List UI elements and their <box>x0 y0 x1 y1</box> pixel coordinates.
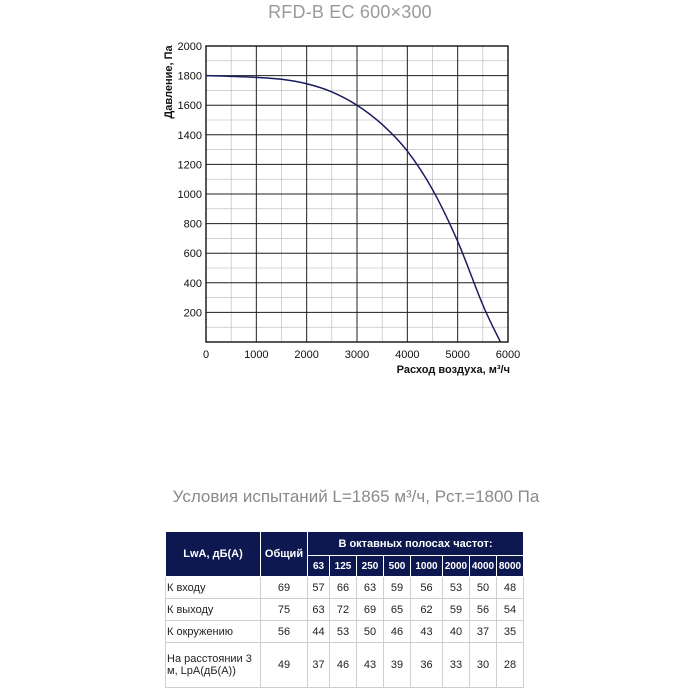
table-cell: 33 <box>443 643 470 688</box>
chart-grid <box>206 46 508 342</box>
table-cell: 28 <box>497 643 524 688</box>
y-tick-label: 200 <box>183 307 202 320</box>
table-cell: 59 <box>443 599 470 621</box>
table-cell: 54 <box>497 599 524 621</box>
header-lwa: LwA, дБ(А) <box>166 532 261 577</box>
chart-title: RFD-B EC 600×300 <box>268 2 432 22</box>
table-cell: 56 <box>411 577 443 599</box>
y-tick-label: 1200 <box>177 159 202 172</box>
x-tick-label: 5000 <box>445 349 470 361</box>
noise-table-body <box>166 577 524 688</box>
row-label: К окружению <box>166 621 261 643</box>
table-cell: 40 <box>443 621 470 643</box>
table-cell: 65 <box>384 599 411 621</box>
table-cell: 63 <box>308 599 330 621</box>
frequency-header: 63 <box>308 556 330 577</box>
table-cell: 44 <box>308 621 330 643</box>
row-total: 56 <box>261 621 308 643</box>
table-row <box>166 621 524 643</box>
table-cell: 50 <box>357 621 384 643</box>
row-label: На расстоянии 3 м, LpA(дБ(А)) <box>166 643 261 688</box>
frequency-header: 4000 <box>470 556 497 577</box>
table-cell: 69 <box>357 599 384 621</box>
y-tick-label: 1800 <box>177 70 202 83</box>
y-tick-label: 1000 <box>177 189 202 201</box>
table-cell: 36 <box>411 643 443 688</box>
table-cell: 57 <box>308 577 330 599</box>
frequency-header: 1000 <box>411 556 443 577</box>
row-total: 69 <box>261 577 308 599</box>
table-cell: 56 <box>470 599 497 621</box>
table-cell: 53 <box>330 621 357 643</box>
table-row <box>166 599 524 621</box>
row-total: 49 <box>261 643 308 688</box>
y-tick-label: 600 <box>183 248 202 261</box>
table-cell: 53 <box>443 577 470 599</box>
x-tick-label: 1000 <box>244 349 269 361</box>
table-cell: 39 <box>384 643 411 688</box>
header-octave: В октавных полосах частот: <box>308 532 524 556</box>
y-tick-label: 1400 <box>177 129 202 142</box>
header-total: Общий <box>261 532 308 577</box>
table-cell: 30 <box>470 643 497 688</box>
x-tick-label: 6000 <box>495 349 521 361</box>
frequency-header: 8000 <box>497 556 524 577</box>
table-cell: 72 <box>330 599 357 621</box>
test-conditions: Условия испытаний L=1865 м³/ч, Рст.=1800 Па <box>172 487 540 506</box>
table-cell: 63 <box>357 577 384 599</box>
x-tick-label: 3000 <box>344 349 370 361</box>
chart-ticks <box>178 41 521 361</box>
frequency-header: 250 <box>357 556 384 577</box>
x-tick-label: 2000 <box>294 349 319 361</box>
table-cell: 50 <box>470 577 497 599</box>
table-row <box>166 577 524 599</box>
table-cell: 66 <box>330 577 357 599</box>
table-cell: 46 <box>384 621 411 643</box>
table-cell: 59 <box>384 577 411 599</box>
frequency-header: 125 <box>330 556 357 577</box>
x-tick-label: 0 <box>202 349 210 361</box>
table-cell: 37 <box>470 621 497 643</box>
frequency-header: 500 <box>384 556 411 577</box>
frequency-header: 2000 <box>443 556 470 577</box>
x-tick-label: 4000 <box>395 349 420 361</box>
y-tick-label: 2000 <box>177 41 202 53</box>
y-tick-label: 800 <box>183 218 202 231</box>
y-tick-label: 400 <box>183 277 202 290</box>
table-cell: 48 <box>497 577 524 599</box>
table-cell: 62 <box>411 599 443 621</box>
row-label: К входу <box>166 577 261 599</box>
y-tick-label: 1600 <box>177 100 202 113</box>
table-cell: 35 <box>497 621 524 643</box>
table-cell: 43 <box>411 621 443 643</box>
table-cell: 37 <box>308 643 330 688</box>
table-cell: 46 <box>330 643 357 688</box>
row-total: 75 <box>261 599 308 621</box>
x-axis-label: Расход воздуха, м³/ч <box>396 364 510 376</box>
y-axis-label: Давление, Па <box>163 45 175 119</box>
noise-level-table <box>165 531 524 688</box>
table-cell: 43 <box>357 643 384 688</box>
table-row <box>166 643 524 688</box>
row-label: К выходу <box>166 599 261 621</box>
